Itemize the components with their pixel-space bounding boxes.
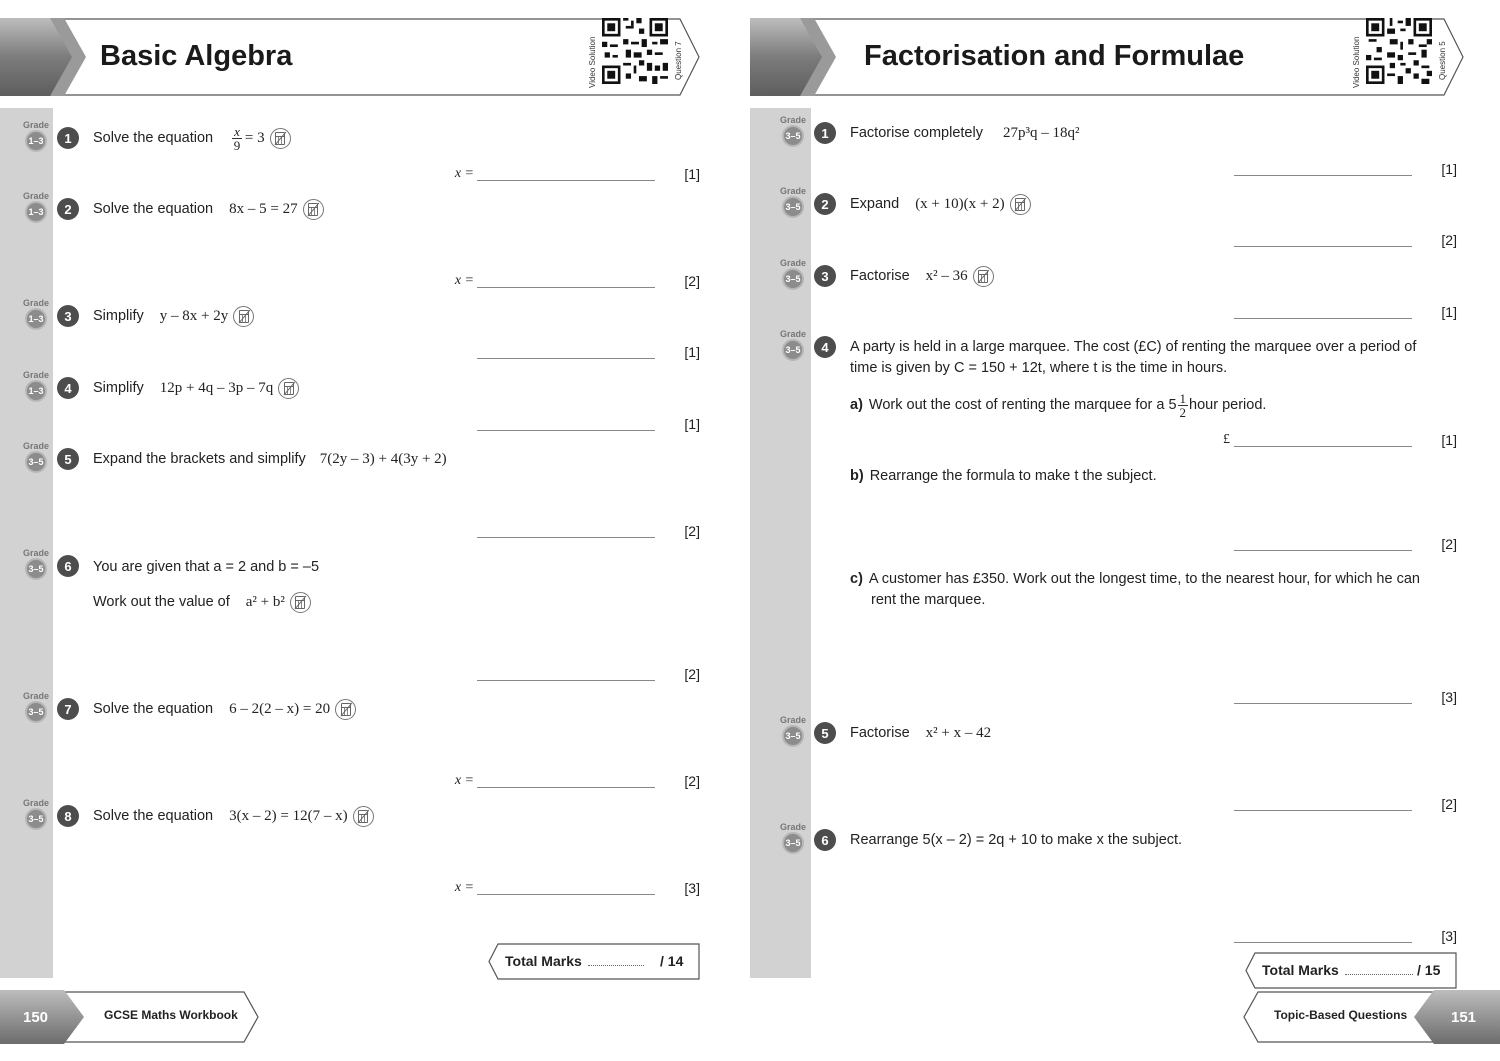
page-number: 150 [23,1009,49,1026]
marks: [3] [1441,928,1457,944]
footer-section-title: Topic-Based Questions [1274,1008,1408,1022]
marks: [1] [684,416,700,432]
question-text: Expand the brackets and simplify 7(2y – 3) + 4(3y + 2) [93,450,447,467]
question-text: Factorise x² – 36 [850,263,994,289]
question-text: Solve the equation 3(x – 2) = 12(7 – x) [93,803,374,829]
marks: [2] [1441,796,1457,812]
grade-badge: Grade 3–5 [778,115,808,151]
marks: [2] [1441,232,1457,248]
grade-badge: Grade 3–5 [21,441,51,477]
right-title-banner [750,18,1464,96]
expression: 8x – 5 = 27 [229,200,298,217]
question-text: Factorise x² + x – 42 [850,724,992,741]
question-number: 5 [814,722,836,744]
marks: [1] [1441,304,1457,320]
question-text: Solve the equation 6 – 2(2 – x) = 20 [93,696,356,722]
grade-badge: Grade 3–5 [21,691,51,727]
total-marks-label: Total Marks [505,953,582,969]
expression: x² + x – 42 [925,724,992,741]
grade-badge: Grade 3–5 [778,822,808,858]
grade-badge: Grade 3–5 [778,715,808,751]
expression: x² – 36 [925,267,968,284]
left-footer [0,990,260,1044]
answer-prefix: £ [1223,432,1230,447]
answer-line[interactable] [1234,942,1412,943]
answer-line[interactable] [477,430,655,431]
total-marks-value: / 15 [1417,962,1441,978]
total-marks-label: Total Marks [1262,962,1339,978]
marks: [1] [1441,432,1457,448]
fraction: $\frac{1}{2}$ [1179,390,1187,420]
grade-badge: Grade 1–3 [21,370,51,406]
total-marks-box [1245,952,1457,989]
non-calculator-icon [1010,194,1031,215]
marks: [1] [1441,161,1457,177]
answer-line[interactable] [1234,703,1412,704]
question-text: You are given that a = 2 and b = –5 [93,559,320,575]
question-text: Solve the equation 8x – 5 = 27 [93,196,324,222]
video-solution-label: Video Solution [1352,36,1361,88]
answer-prefix: x = [454,880,474,895]
question-text: Simplify 12p + 4q – 3p – 7q [93,375,299,401]
question-text-2: Work out the value of a² + b² [93,589,311,615]
question-number-label: Question 7 [674,41,683,80]
grade-badge: Grade 1–3 [21,120,51,156]
answer-line[interactable] [1234,550,1412,551]
answer-line[interactable] [477,287,655,288]
question-number-label: Question 5 [1438,41,1447,80]
right-page [750,0,1500,1061]
non-calculator-icon [303,199,324,220]
marks: [3] [684,880,700,896]
question-number: 2 [814,193,836,215]
expression: 3(x – 2) = 12(7 – x) [229,807,348,824]
answer-prefix: x = [454,166,474,181]
marks: [1] [684,344,700,360]
grade-badge: Grade 1–3 [21,191,51,227]
page-number: 151 [1451,1009,1477,1026]
non-calculator-icon [278,378,299,399]
marks: [2] [684,273,700,289]
question-number: 4 [814,336,836,358]
expression: (x + 10)(x + 2) [915,195,1005,212]
question-text: Solve the equation $\frac{x}{9}$ = 3 [93,124,291,152]
marks: [3] [1441,689,1457,705]
total-marks-value: / 14 [660,953,684,969]
answer-line[interactable] [1234,175,1412,176]
non-calculator-icon [973,266,994,287]
answer-prefix: x = [454,773,474,788]
question-text: Expand (x + 10)(x + 2) [850,191,1031,217]
non-calculator-icon [335,699,356,720]
marks: [2] [684,773,700,789]
question-number: 6 [814,829,836,851]
grade-badge: Grade 3–5 [778,258,808,294]
question-part-b: b) Rearrange the formula to make t the subject. [850,468,1157,484]
marks: [2] [684,666,700,682]
question-number: 1 [57,127,79,149]
expression: 7(2y – 3) + 4(3y + 2) [319,450,447,467]
question-text: Factorise completely 27p³q – 18q² [850,124,1080,141]
expression: 12p + 4q – 3p – 7q [159,379,274,396]
question-text: Rearrange 5(x – 2) = 2q + 10 to make x the subject. [850,832,1183,848]
marks: [1] [684,166,700,182]
question-part-c: c) A customer has £350. Work out the longest time, to the nearest hour, for which he can rent the marquee. [850,571,1420,608]
expression: 27p³q – 18q² [1002,124,1080,141]
expression: y – 8x + 2y [159,307,229,324]
non-calculator-icon [353,806,374,827]
answer-line[interactable] [1234,246,1412,247]
grade-badge: Grade 3–5 [21,548,51,584]
total-marks-box [488,943,700,980]
question-number: 3 [57,305,79,327]
answer-line[interactable] [1234,446,1412,447]
answer-line[interactable] [1234,318,1412,319]
grade-badge: Grade 3–5 [778,186,808,222]
answer-line[interactable] [477,787,655,788]
non-calculator-icon [233,306,254,327]
question-number: 4 [57,377,79,399]
marks: [2] [684,523,700,539]
question-number: 2 [57,198,79,220]
expression: a² + b² [245,593,285,610]
non-calculator-icon [290,592,311,613]
grade-badge: Grade 3–5 [21,798,51,834]
question-text: Simplify y – 8x + 2y [93,303,254,329]
question-part-a: a) Work out the cost of renting the marquee for a 5 $\frac{1}{2}$ hour period. [850,390,1267,420]
left-title-banner [0,18,700,96]
grade-badge: Grade 3–5 [778,329,808,365]
question-number: 6 [57,555,79,577]
answer-line[interactable] [477,180,655,181]
question-number: 7 [57,698,79,720]
question-number: 1 [814,122,836,144]
answer-line[interactable] [1234,810,1412,811]
question-text: A party is held in a large marquee. The cost (£C) of renting the marquee over a period of time is given by C = 150 + 12t, where t is the time in hours. [850,339,1417,376]
total-marks-field[interactable] [588,965,644,966]
non-calculator-icon [270,128,291,149]
page-title: Basic Algebra [100,40,293,72]
video-solution-label: Video Solution [588,36,597,88]
total-marks-field[interactable] [1345,974,1413,975]
expression: 6 – 2(2 – x) = 20 [229,700,331,717]
marks: [2] [1441,536,1457,552]
footer-book-title: GCSE Maths Workbook [104,1008,238,1022]
grade-badge: Grade 1–3 [21,298,51,334]
fraction: $\frac{x}{9}$ [233,123,241,153]
question-number: 8 [57,805,79,827]
qr-code-icon[interactable] [1366,18,1432,84]
answer-line[interactable] [477,537,655,538]
question-number: 3 [814,265,836,287]
answer-prefix: x = [454,273,474,288]
answer-line[interactable] [477,358,655,359]
answer-line[interactable] [477,680,655,681]
qr-code-icon[interactable] [602,18,668,84]
question-number: 5 [57,448,79,470]
page-title: Factorisation and Formulae [864,40,1245,72]
answer-line[interactable] [477,894,655,895]
right-footer [1242,990,1500,1044]
grade-strip [0,108,53,978]
